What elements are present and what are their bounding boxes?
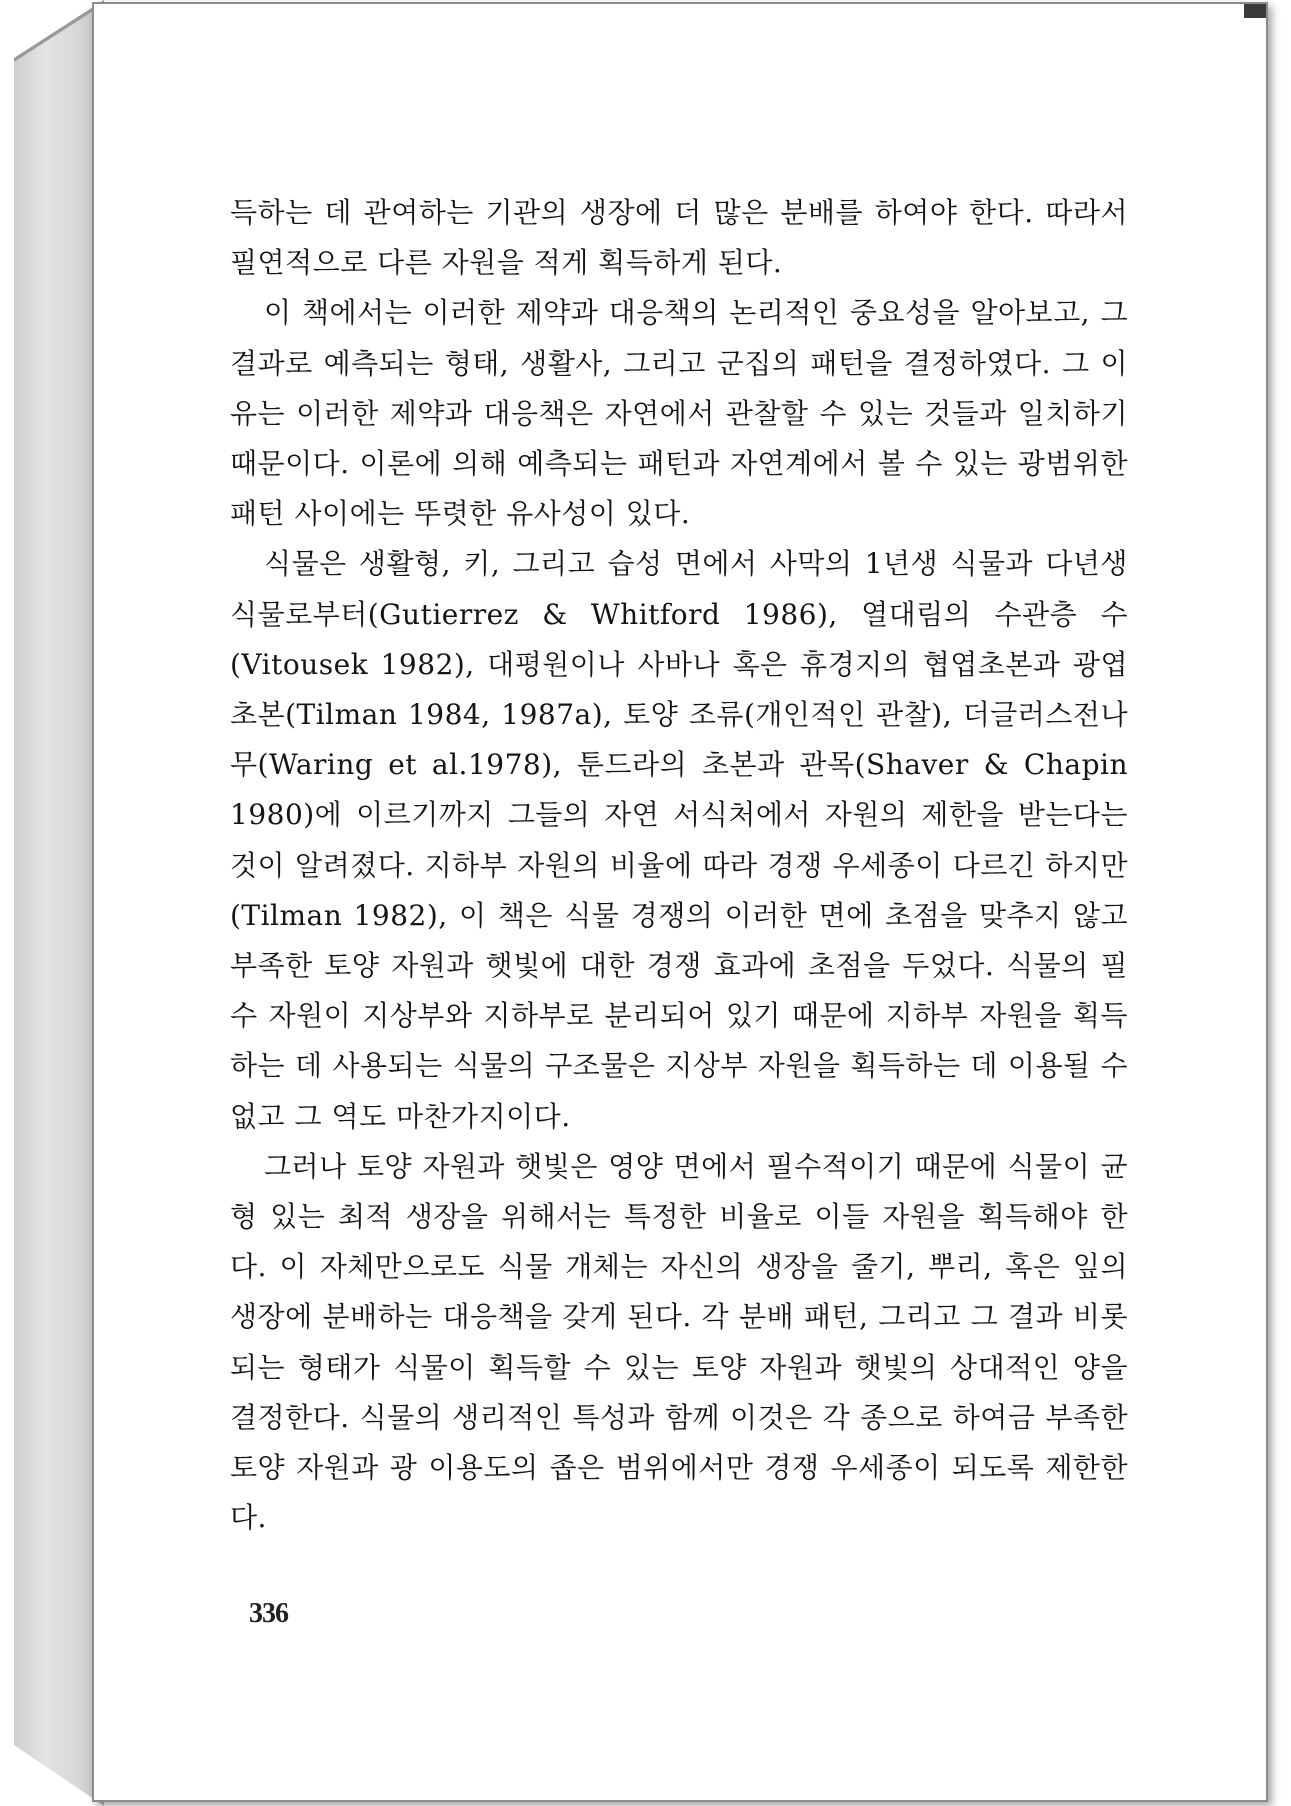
page-corner-mark: [1244, 4, 1266, 18]
paragraph: 이 책에서는 이러한 제약과 대응책의 논리적인 중요성을 알아보고, 그 결과로 예측되는 형태, 생활사, 그리고 군집의 패턴을 결정하였다. 그 이유는 이러한 제약과 대응책은 자연에서 관찰할 수 있는 것들과 일치하기 때문이다. 이론에 의해 예측되는 패턴과 자연계에서 볼 수 있는 광범위한 패턴 사이에는 뚜렷한 유사성이 있다.: [230, 296, 1128, 531]
paragraph: 그러나 토양 자원과 햇빛은 영양 면에서 필수적이기 때문에 식물이 균형 있는 최적 생장을 위해서는 특정한 비율로 이들 자원을 획득해야 한다. 이 자체만으로도 식물 개체는 자신의 생장을 줄기, 뿌리, 혹은 잎의 생장에 분배하는 대응책을 갖게 된다. 각 분배 패턴, 그리고 그 결과 비롯되는 형태가 식물이 획득할 수 있는 토양 자원과 햇빛의 상대적인 양을 결정한다. 식물의 생리적인 특성과 함께 이것은 각 종으로 하여금 부족한 토양 자원과 광 이용도의 좁은 범위에서만 경쟁 우세종이 되도록 제한한다.: [230, 1149, 1128, 1535]
page-number: 336: [249, 1598, 288, 1629]
book-spine: [14, 0, 104, 1806]
body-text: [230, 188, 1128, 1543]
paragraph: 식물은 생활형, 키, 그리고 습성 면에서 사막의 1년생 식물과 다년생 식물로부터(Gutierrez & Whitford 1986), 열대림의 수관층 수(Vitousek 1982), 대평원이나 사바나 혹은 휴경지의 협엽초본과 광엽초본(Tilman 1984, 1987a), 토양 조류(개인적인 관찰), 더글러스전나무(Waring et al.1978), 툰드라의 초본과 관목(Shaver & Chapin 1980)에 이르기까지 그들의 자연 서식처에서 자원의 제한을 받는다는 것이 알려졌다. 지하부 자원의 비율에 따라 경쟁 우세종이 다르긴 하지만(Tilman 1982), 이 책은 식물 경쟁의 이러한 면에 초점을 맞추지 않고 부족한 토양 자원과 햇빛에 대한 경쟁 효과에 초점을 두었다. 식물의 필수 자원이 지상부와 지하부로 분리되어 있기 때문에 지하부 자원을 획득하는 데 사용되는 식물의 구조물은 지상부 자원을 획득하는 데 이용될 수 없고 그 역도 마찬가지이다.: [230, 547, 1128, 1133]
paragraph: 득하는 데 관여하는 기관의 생장에 더 많은 분배를 하여야 한다. 따라서 필연적으로 다른 자원을 적게 획득하게 된다.: [230, 196, 1128, 280]
